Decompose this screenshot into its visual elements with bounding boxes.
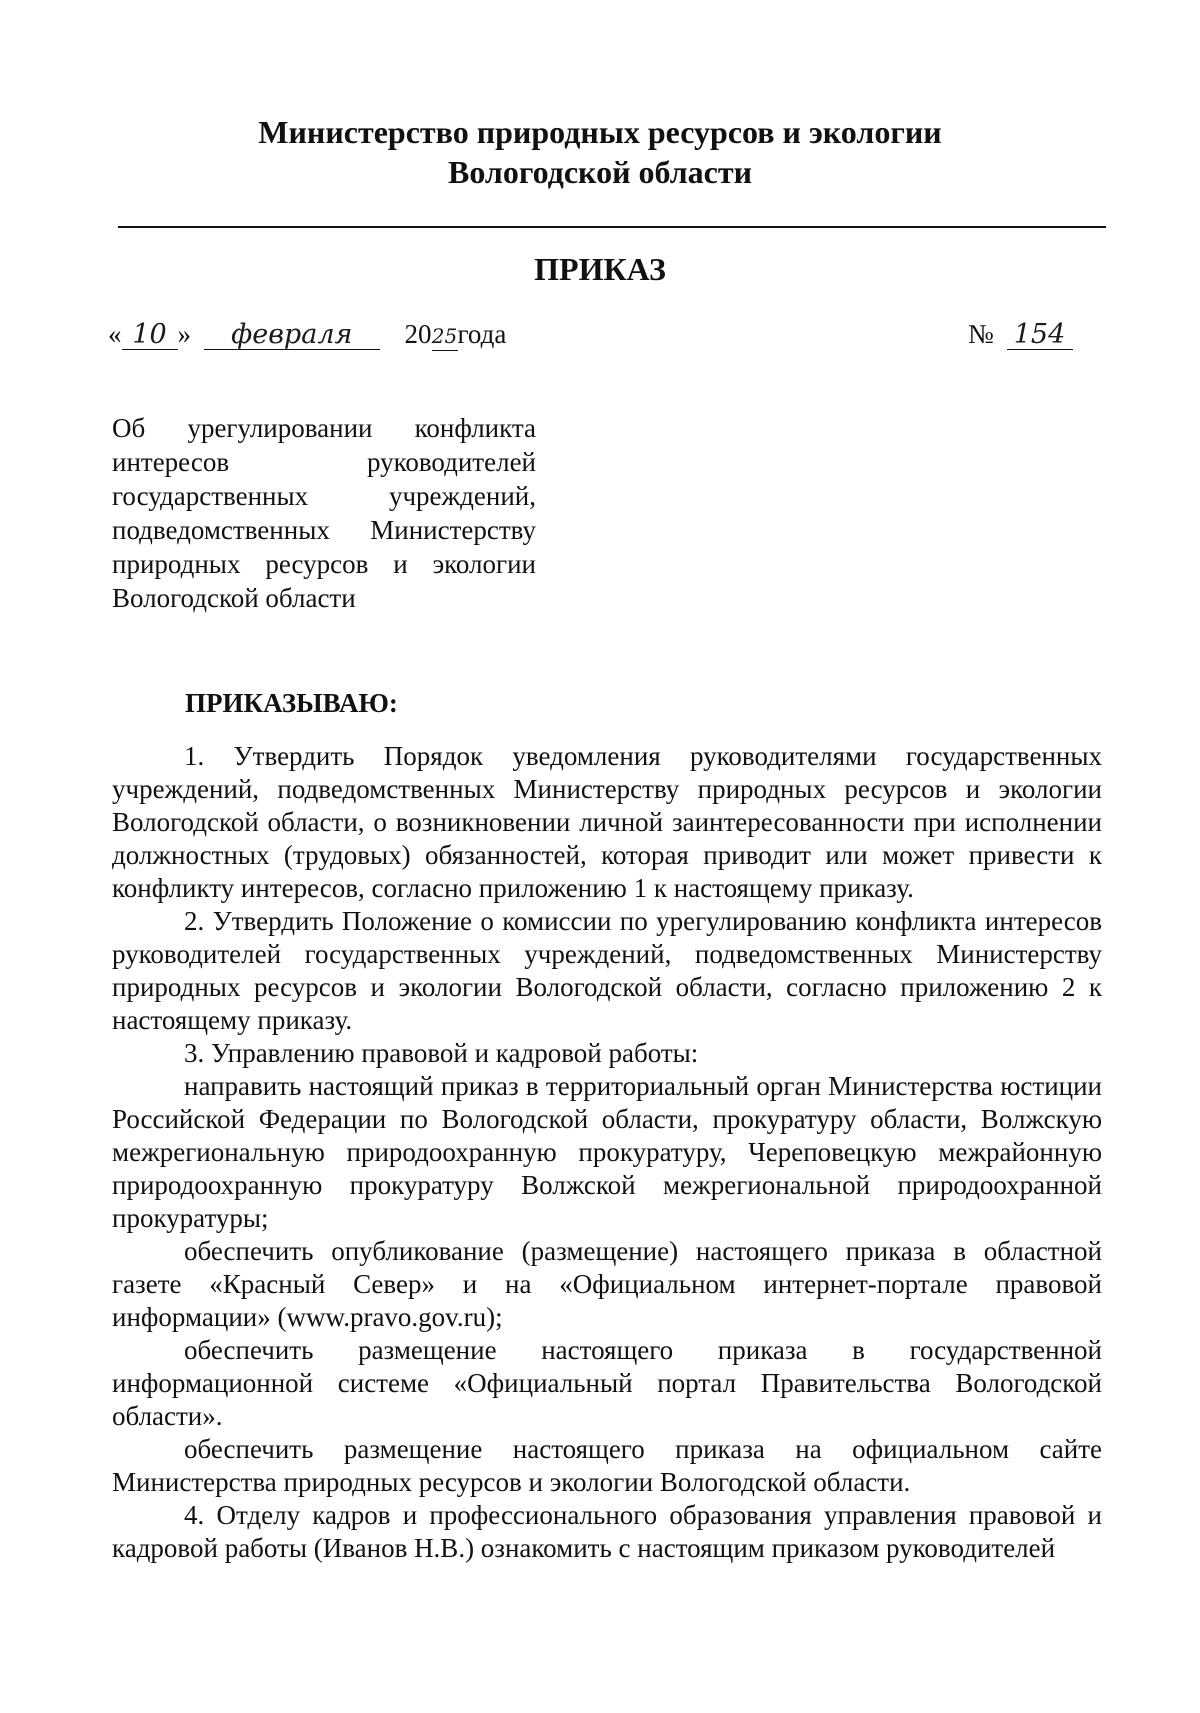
subject-line: подведомственных Министерству (112, 515, 536, 545)
year-prefix: 20 (404, 319, 432, 349)
order-number (968, 316, 1073, 352)
body-paragraph: обеспечить размещение настоящего приказа на официальном сайте Министерства природных ресурсов и экологии Вологодской области. (112, 1434, 1102, 1497)
body-paragraph: направить настоящий приказ в территориальный орган Министерства юстиции Российской Федерации по Вологодской области, прокуратуру области, Волжскую межрегиональную природоохранную прокуратуру, Череповецкую межрайонную природоохранную прокуратуру Волжской межрегиональной природоохранной прокуратуры; (112, 1071, 1102, 1233)
subject-line: природных ресурсов и экологии (112, 549, 536, 579)
subject-line: интересов руководителей (112, 447, 536, 477)
order-date (108, 316, 506, 352)
body-paragraph: 1. Утвердить Порядок уведомления руководителями государственных учреждений, подведомственных Министерству природных ресурсов и экологии Вологодской области, о возникновении личной заинтересованности при исполнении должностных (трудовых) обязанностей, которая приводит или может привести к конфликту интересов, согласно приложению 1 к настоящему приказу. (112, 741, 1102, 903)
handwritten-month: февраля (204, 321, 380, 350)
order-body (112, 740, 1102, 1565)
organization-name-line-1: Министерство природных ресурсов и экологии (258, 114, 942, 150)
handwritten-year-suffix: 25 (432, 322, 458, 351)
body-paragraph: 4. Отделу кадров и профессионального образования управления правовой и кадровой работы (Иванов Н.В.) ознакомить с настоящим приказом руководителей (112, 1500, 1102, 1563)
subject-line: Вологодской области (112, 583, 356, 613)
number-sign: № (968, 319, 994, 349)
body-paragraph: 2. Утвердить Положение о комиссии по урегулированию конфликта интересов руководителей государственных учреждений, подведомственных Министерству природных ресурсов и экологии Вологодской области, согласно приложению 2 к настоящему приказу. (112, 906, 1102, 1035)
organization-name-line-2: Вологодской области (447, 154, 753, 190)
body-paragraph: 3. Управлению правовой и кадровой работы: (184, 1038, 699, 1068)
handwritten-day: 10 (122, 321, 178, 350)
date-close-quote: » (177, 319, 191, 349)
subject-line: государственных учреждений, (112, 481, 536, 511)
handwritten-order-number: 154 (1007, 321, 1073, 350)
body-paragraph: обеспечить опубликование (размещение) настоящего приказа в областной газете «Красный Север» и на «Официальном интернет-портале правовой информации» (www.pravo.gov.ru); (112, 1236, 1102, 1332)
subject-line: Об урегулировании конфликта (112, 413, 536, 443)
header-divider (118, 226, 1106, 228)
body-paragraph: обеспечить размещение настоящего приказа в государственной информационной системе «Официальный портал Правительства Вологодской области». (112, 1335, 1102, 1431)
date-open-quote: « (108, 319, 122, 349)
organization-name (130, 112, 1070, 192)
order-subject (112, 411, 536, 615)
order-verb: ПРИКАЗЫВАЮ: (185, 688, 398, 718)
document-type-title: ПРИКАЗ (534, 251, 666, 287)
year-word: года (457, 319, 507, 349)
